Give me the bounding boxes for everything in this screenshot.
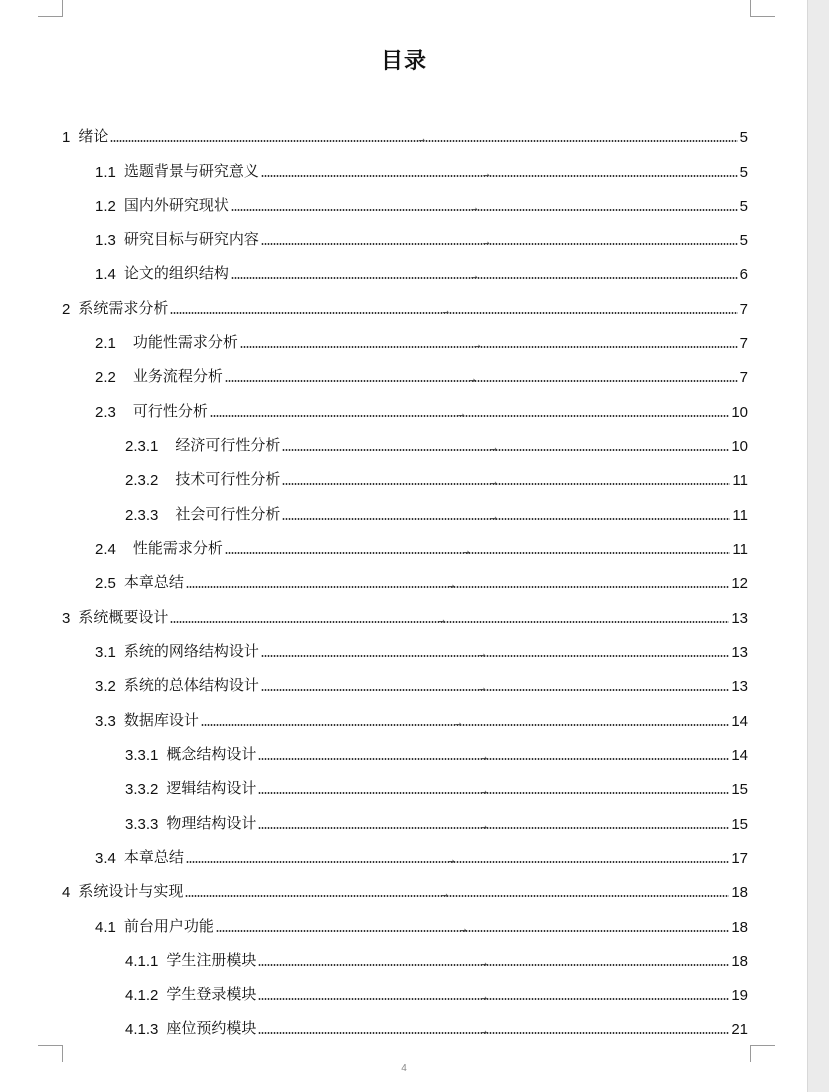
- toc-leader-dots: [258, 754, 729, 763]
- toc-entry-page: 5: [739, 129, 748, 146]
- toc-entry[interactable]: [95, 362, 748, 386]
- toc-entry-label: 物理结构设计: [166, 814, 257, 832]
- toc-entry-label: 经济可行性分析: [175, 436, 281, 454]
- toc-leader-dots: [186, 857, 729, 866]
- tab-arrow-icon: →: [454, 720, 462, 729]
- toc-entry-page: 11: [732, 472, 748, 489]
- crop-mark-bottom-left: [38, 1045, 63, 1062]
- crop-mark-top-left: [38, 0, 63, 17]
- toc-leader-dots: [185, 891, 729, 900]
- toc-leader-dots: [216, 926, 729, 935]
- tab-arrow-icon: →: [438, 617, 446, 626]
- toc-entry-label: 学生登录模块: [166, 985, 257, 1003]
- toc-entry[interactable]: [62, 294, 748, 318]
- toc-entry-number: 1.1: [95, 164, 116, 181]
- toc-leader-dots: [261, 239, 738, 248]
- toc-entry-page: 7: [739, 301, 748, 318]
- toc-entry-number: 4.1: [95, 919, 116, 936]
- tab-arrow-icon: →: [470, 205, 478, 214]
- toc-entry[interactable]: [125, 1014, 748, 1038]
- toc-entry-page: 13: [731, 610, 748, 627]
- tab-arrow-icon: →: [478, 685, 486, 694]
- tab-arrow-icon: →: [480, 823, 488, 832]
- toc-entry-page: 15: [731, 781, 748, 798]
- toc-entry-number: 3.1: [95, 644, 116, 661]
- toc-leader-dots: [258, 823, 729, 832]
- toc-leader-dots: [261, 651, 729, 660]
- toc-entry-page: 7: [739, 369, 748, 386]
- toc-entry[interactable]: [95, 157, 748, 181]
- toc-entry-label: 选题背景与研究意义: [123, 162, 259, 180]
- toc-entry-page: 15: [731, 816, 748, 833]
- toc-leader-dots: [231, 205, 738, 214]
- toc-entry-page: 14: [731, 747, 748, 764]
- toc-leader-dots: [225, 376, 738, 385]
- toc-entry-label: 可行性分析: [132, 402, 208, 420]
- tab-arrow-icon: →: [418, 136, 426, 145]
- toc-entry[interactable]: [125, 774, 748, 798]
- toc-entry-page: 5: [739, 164, 748, 181]
- toc-entry-label: 座位预约模块: [166, 1019, 257, 1037]
- toc-entry-label: 绪论: [78, 127, 109, 145]
- toc-entry-page: 10: [731, 404, 748, 421]
- toc-leader-dots: [201, 720, 729, 729]
- toc-title: 目录: [380, 49, 427, 74]
- toc-entry[interactable]: [125, 980, 748, 1004]
- toc-entry-number: 3: [62, 610, 71, 627]
- toc-entry-number: 3.2: [95, 678, 116, 695]
- toc-entry[interactable]: [125, 465, 748, 489]
- tab-arrow-icon: →: [442, 308, 450, 317]
- tab-arrow-icon: →: [482, 171, 490, 180]
- toc-entry[interactable]: [95, 259, 748, 283]
- toc-entry-label: 功能性需求分析: [132, 333, 238, 351]
- toc-entry-number: 3.3: [95, 713, 116, 730]
- toc-entry-label: 系统的总体结构设计: [123, 676, 259, 694]
- toc-entry[interactable]: [95, 328, 748, 352]
- toc-entry-number: 4.1.3: [125, 1021, 159, 1038]
- toc-leader-dots: [210, 411, 729, 420]
- toc-entry-label: 系统需求分析: [78, 299, 169, 317]
- toc-entry-label: 论文的组织结构: [123, 264, 229, 282]
- toc-entry-number: 2: [62, 301, 71, 318]
- toc-entry[interactable]: [62, 877, 748, 901]
- toc-entry-number: 2.3.3: [125, 507, 159, 524]
- toc-entry-number: 3.3.3: [125, 816, 159, 833]
- toc-entry-number: 4.1.1: [125, 953, 159, 970]
- toc-entry-page: 7: [739, 335, 748, 352]
- toc-entry-number: 4: [62, 884, 71, 901]
- toc-entry-number: 2.3.2: [125, 472, 159, 489]
- toc-leader-dots: [258, 788, 729, 797]
- page-number: 4: [401, 1063, 407, 1074]
- toc-entry-page: 14: [731, 713, 748, 730]
- tab-arrow-icon: →: [482, 239, 490, 248]
- toc-entry[interactable]: [95, 843, 748, 867]
- toc-entry[interactable]: [95, 912, 748, 936]
- tab-arrow-icon: →: [447, 857, 455, 866]
- toc-leader-dots: [225, 548, 731, 557]
- toc-entry-page: 5: [739, 198, 748, 215]
- toc-entry-page: 6: [739, 266, 748, 283]
- toc-entry-label: 系统的网络结构设计: [123, 642, 259, 660]
- toc-entry[interactable]: [95, 225, 748, 249]
- toc-entry-number: 2.3: [95, 404, 116, 421]
- toc-entry-number: 3.3.1: [125, 747, 159, 764]
- toc-entry-number: 1: [62, 129, 71, 146]
- crop-mark-bottom-right: [750, 1045, 775, 1062]
- toc-leader-dots: [258, 994, 729, 1003]
- tab-arrow-icon: →: [480, 994, 488, 1003]
- toc-entry-label: 技术可行性分析: [175, 470, 281, 488]
- toc-entry-number: 3.3.2: [125, 781, 159, 798]
- toc-entry[interactable]: [125, 431, 748, 455]
- toc-leader-dots: [261, 171, 738, 180]
- toc-entry[interactable]: [95, 568, 748, 592]
- toc-entry[interactable]: [95, 534, 748, 558]
- toc-entry-number: 2.3.1: [125, 438, 159, 455]
- toc-leader-dots: [231, 273, 738, 282]
- tab-arrow-icon: →: [490, 514, 498, 523]
- toc-entry[interactable]: [125, 740, 748, 764]
- toc-entry[interactable]: [95, 671, 748, 695]
- tab-arrow-icon: →: [468, 376, 476, 385]
- toc-entry-number: 2.1: [95, 335, 116, 352]
- toc-leader-dots: [170, 617, 729, 626]
- toc-entry-page: 12: [731, 575, 748, 592]
- toc-entry-number: 1.3: [95, 232, 116, 249]
- toc-entry-number: 2.5: [95, 575, 116, 592]
- toc-leader-dots: [186, 582, 729, 591]
- toc-entry-page: 10: [731, 438, 748, 455]
- toc-entry-label: 本章总结: [123, 848, 184, 866]
- toc-entry-number: 2.4: [95, 541, 116, 558]
- toc-entry[interactable]: [62, 122, 748, 146]
- toc-entry[interactable]: [62, 603, 748, 627]
- toc-entry-label: 本章总结: [123, 573, 184, 591]
- toc-entry-number: 2.2: [95, 369, 116, 386]
- tab-arrow-icon: →: [490, 479, 498, 488]
- tab-arrow-icon: →: [478, 651, 486, 660]
- tab-arrow-icon: →: [470, 273, 478, 282]
- tab-arrow-icon: →: [480, 754, 488, 763]
- toc-entry-page: 11: [732, 507, 748, 524]
- toc-leader-dots: [261, 685, 729, 694]
- toc-entry-label: 学生注册模块: [166, 951, 257, 969]
- toc-entry-number: 4.1.2: [125, 987, 159, 1004]
- toc-entry-number: 1.2: [95, 198, 116, 215]
- toc-leader-dots: [110, 136, 737, 145]
- toc-entry-page: 19: [731, 987, 748, 1004]
- toc-entry-page: 17: [731, 850, 748, 867]
- toc-entry-label: 社会可行性分析: [175, 505, 281, 523]
- toc-entry-label: 研究目标与研究内容: [123, 230, 259, 248]
- toc-entry-label: 性能需求分析: [132, 539, 223, 557]
- toc-entry[interactable]: [95, 191, 748, 215]
- vertical-scrollbar[interactable]: [807, 0, 829, 1092]
- tab-arrow-icon: →: [490, 445, 498, 454]
- toc-entry-label: 数据库设计: [123, 711, 199, 729]
- tab-arrow-icon: →: [459, 926, 467, 935]
- toc-leader-dots: [170, 308, 737, 317]
- toc-entry[interactable]: [125, 946, 748, 970]
- tab-arrow-icon: →: [480, 960, 488, 969]
- toc-leader-dots: [282, 479, 730, 488]
- toc-entry-page: 21: [731, 1021, 748, 1038]
- tab-arrow-icon: →: [457, 411, 465, 420]
- toc-leader-dots: [282, 514, 730, 523]
- tab-arrow-icon: →: [462, 548, 470, 557]
- toc-entry-label: 系统设计与实现: [78, 882, 184, 900]
- toc-entry-page: 18: [731, 884, 748, 901]
- toc-entry-label: 系统概要设计: [78, 608, 169, 626]
- toc-entry-label: 国内外研究现状: [123, 196, 229, 214]
- tab-arrow-icon: →: [447, 582, 455, 591]
- toc-entry[interactable]: [95, 706, 748, 730]
- toc-entry-page: 13: [731, 678, 748, 695]
- toc-entry-label: 业务流程分析: [132, 367, 223, 385]
- toc-entry-number: 1.4: [95, 266, 116, 283]
- crop-mark-top-right: [750, 0, 775, 17]
- toc-leader-dots: [240, 342, 738, 351]
- toc-leader-dots: [258, 1028, 729, 1037]
- toc-entry-label: 概念结构设计: [166, 745, 257, 763]
- toc-entry-page: 18: [731, 919, 748, 936]
- tab-arrow-icon: →: [480, 788, 488, 797]
- toc-entry[interactable]: [125, 500, 748, 524]
- toc-entry-label: 逻辑结构设计: [166, 779, 257, 797]
- toc-entry-page: 13: [731, 644, 748, 661]
- toc-entry-number: 3.4: [95, 850, 116, 867]
- toc-entry-page: 18: [731, 953, 748, 970]
- toc-entry-page: 5: [739, 232, 748, 249]
- toc-leader-dots: [282, 445, 729, 454]
- toc-entry[interactable]: [95, 637, 748, 661]
- tab-arrow-icon: →: [480, 1028, 488, 1037]
- tab-arrow-icon: →: [473, 342, 481, 351]
- toc-entry-page: 11: [732, 541, 748, 558]
- tab-arrow-icon: →: [441, 891, 449, 900]
- toc-entry-label: 前台用户功能: [123, 917, 214, 935]
- toc-entry[interactable]: [95, 397, 748, 421]
- toc-entry[interactable]: [125, 809, 748, 833]
- toc-leader-dots: [258, 960, 729, 969]
